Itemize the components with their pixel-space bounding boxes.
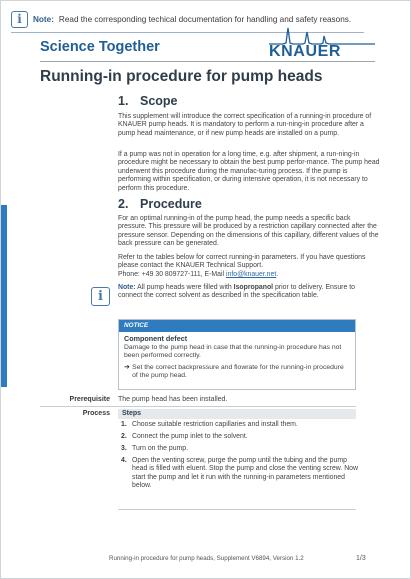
top-note-text: Read the corresponding techical documentation for handling and safety reasons.: [58, 14, 352, 24]
page-number: 1/3: [356, 555, 366, 562]
list-item: [118, 445, 358, 453]
section-number: 2.: [118, 197, 129, 211]
knauer-logo: [269, 24, 375, 60]
section-title: Procedure: [140, 197, 202, 211]
contact-text: Phone: +49 30 809727-111, E-Mail: [118, 270, 226, 278]
info-icon: i: [11, 11, 28, 28]
scope-paragraph-1: This supplement will introduce the correct specification of a running-in procedure of KNAUER pump heads. It is mandatory to perform a run-ning-in procedure after a pump head maintenance, or if new pump heads are installed on a pump.: [118, 113, 372, 137]
list-item: [118, 433, 358, 441]
steps-list: [118, 421, 358, 494]
arrow-right-icon: ➔: [124, 363, 130, 371]
notice-action: Set the correct backpressure and flowrate for the running-in procedure of the pump head.: [132, 363, 344, 379]
step-number: 3.: [121, 444, 127, 452]
support-text: Refer to the tables below for correct running-in parameters. If you have questions please contact the KNAUER Technical Support.: [118, 254, 366, 270]
notice-title: Component defect: [124, 334, 188, 343]
note-label: Note:: [118, 284, 136, 291]
procedure-paragraph-2: [118, 254, 380, 279]
info-icon: i: [91, 287, 115, 306]
step-number: 2.: [121, 432, 127, 440]
prerequisite-divider: [40, 406, 356, 407]
step-number: 1.: [121, 421, 127, 428]
note-text-a: All pump heads were filled with: [135, 284, 234, 291]
notice-text: Damage to the pump head in case that the running-in procedure has not been performed correctly.: [124, 344, 342, 360]
side-tab-marker: [1, 205, 7, 387]
step-text: Open the venting screw, purge the pump until the tubing and the pump head is filled with eluent. Stop the pump and close the venting screw. Now start the pump and let it run with the running-in parameters mentioned below.: [132, 456, 358, 489]
step-text: Choose suitable restriction capillaries and install them.: [132, 421, 298, 428]
note-text-b: prior to delivery. Ensure to connect the correct solvent as described in the specification table.: [118, 284, 355, 300]
section-number: 1.: [118, 94, 129, 108]
page-title: Running-in procedure for pump heads: [40, 68, 323, 85]
step-number: 4.: [121, 456, 127, 464]
notice-box: [118, 319, 356, 390]
section-heading-scope: [118, 94, 178, 108]
brand-tagline: Science Together: [40, 39, 160, 55]
prerequisite-label: Prerequisite: [69, 396, 110, 403]
top-note-label: Note:: [33, 14, 54, 24]
note-bold: Isopropanol: [233, 284, 274, 291]
page-footer: Running-in procedure for pump heads, Supplement V6894, Version 1.2: [109, 555, 304, 562]
section-heading-procedure: [118, 197, 202, 211]
isopropanol-note: [118, 284, 380, 301]
scope-paragraph-2: If a pump was not in operation for a long time, e.g. after shipment, a run-ning-in procedure might be necessary to obtain the best pump perfor-mance. The pump head underwent this procedure during the manufac-turing process. If the pump is performing within specification, or during intensive operation, it is not necessary to perform this procedure.: [118, 151, 380, 192]
steps-divider: [118, 509, 356, 510]
prerequisite-text: The pump head has been installed.: [118, 396, 228, 403]
email-link[interactable]: info@knauer.net: [225, 270, 277, 278]
contact-end: .: [276, 270, 279, 278]
steps-header: Steps: [118, 409, 356, 419]
section-title: Scope: [140, 94, 178, 108]
process-label: Process: [82, 410, 110, 417]
logo-wordmark: KNAUER: [269, 43, 342, 60]
step-text: Connect the pump inlet to the solvent.: [132, 432, 248, 440]
procedure-paragraph-1: For an optimal running-in of the pump head, the pump needs a specific back pressure. This pressure will be produced by a restriction capillary connected after the pressure sensor. Depending on the dimensions of this capillary, different values of the back pressure can be generated.: [118, 215, 379, 248]
list-item: [118, 421, 358, 429]
step-text: Turn on the pump.: [132, 444, 189, 452]
list-item: [118, 457, 358, 491]
notice-header: NOTICE: [119, 320, 355, 332]
header-divider: [40, 61, 375, 62]
